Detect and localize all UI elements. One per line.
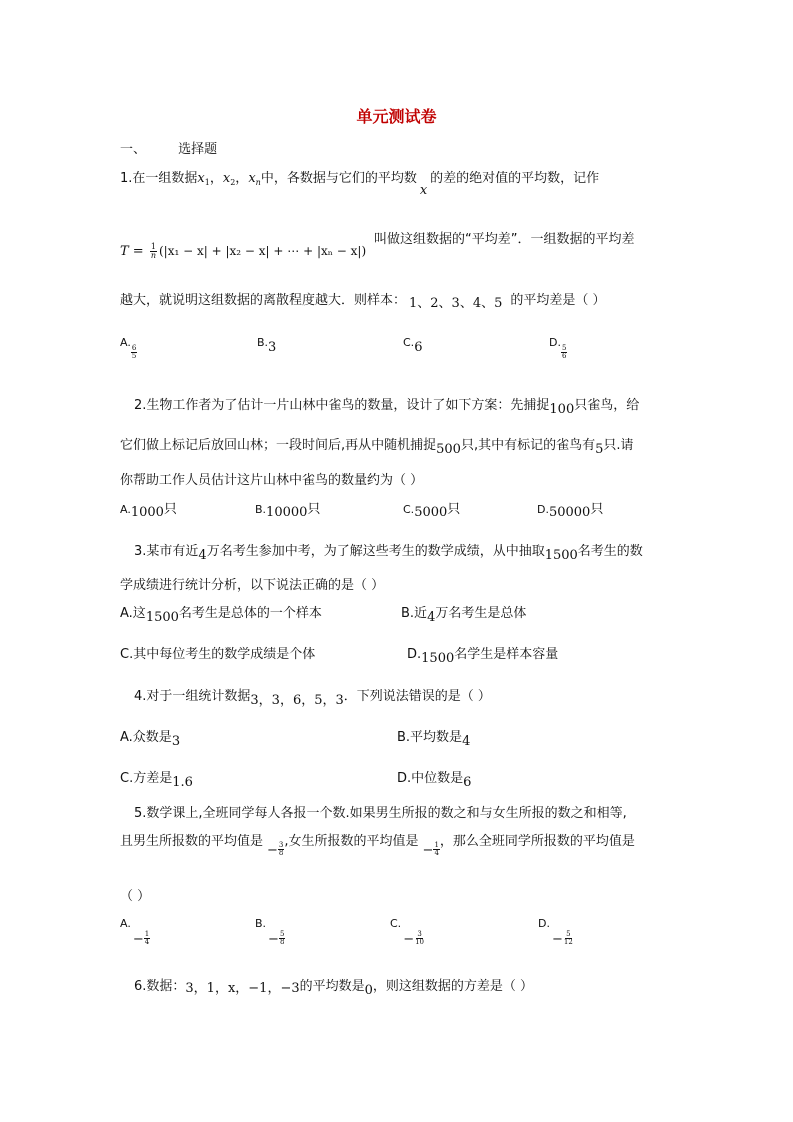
q1-text-b: 中，各数据与它们的平均数 bbox=[260, 171, 417, 186]
section-index: 一、 bbox=[120, 142, 147, 157]
q3-option-a[interactable]: A.这1500名考生是总体的一个样本 bbox=[120, 606, 322, 625]
question-1-line-3 bbox=[120, 294, 606, 310]
q2-option-c[interactable]: C.5000只 bbox=[403, 502, 461, 520]
q4-option-d[interactable]: D.中位数是6 bbox=[397, 771, 472, 790]
q1-option-a[interactable]: $^{A.}$ $\frac{6}{5}$ bbox=[120, 336, 137, 360]
q2-option-b[interactable]: B.10000只 bbox=[255, 502, 321, 520]
q2-option-d[interactable]: D.50000只 bbox=[537, 502, 604, 520]
q1-sample: 1、2、3、4、5 bbox=[409, 296, 503, 311]
question-4-line-1: 4.对于一组统计数据3，3，6，5，3．下列说法错误的是（ ） bbox=[134, 689, 491, 708]
var-xbar: x bbox=[419, 183, 428, 198]
q1-text-f: 的平均差是（ ） bbox=[510, 293, 606, 308]
q5-option-c[interactable]: $^{C.}$− $\frac{3}{10}$ bbox=[390, 917, 425, 947]
q4-option-a[interactable]: A.众数是3 bbox=[120, 730, 181, 749]
q1-option-c[interactable]: $^{C.}$6 bbox=[403, 336, 423, 355]
q5-option-d[interactable]: $^{D.}$− $\frac{5}{12}$ bbox=[538, 917, 573, 947]
question-2-line-3: 你帮助工作人员估计这片山林中雀鸟的数量约为（ ） bbox=[120, 473, 424, 488]
q3-option-c[interactable]: C.其中每位考生的数学成绩是个体 bbox=[120, 647, 316, 662]
q3-option-d[interactable]: D.1500名学生是样本容量 bbox=[407, 647, 559, 666]
q5-option-a[interactable]: $^{A.}$− $\frac{1}{4}$ bbox=[120, 917, 150, 947]
question-2-line-2: 它们做上标记后放回山林；一段时间后,再从中随机捕捉500只,其中有标记的雀鸟有5只.请 bbox=[120, 438, 634, 457]
q3-option-b[interactable]: B.近4万名考生是总体 bbox=[401, 606, 527, 625]
q4-option-c[interactable]: C.方差是1.6 bbox=[120, 771, 193, 790]
var-x1: x bbox=[197, 171, 205, 186]
question-6-line-1: 6.数据：3，1，x，−1，−3的平均数是0，则这组数据的方差是（ ） bbox=[134, 979, 534, 998]
section-heading bbox=[120, 143, 217, 156]
var-xn: x bbox=[248, 171, 256, 186]
q1-option-b[interactable]: $^{B.}$3 bbox=[257, 336, 277, 355]
formula-T bbox=[120, 243, 366, 260]
section-label: 选择题 bbox=[178, 142, 218, 157]
q1-text-e: 越大，就说明这组数据的离散程度越大．则样本： bbox=[120, 293, 407, 308]
formula-fraction: $\frac{1}{n}$ bbox=[150, 242, 156, 260]
q4-option-b[interactable]: B.平均数是4 bbox=[397, 730, 471, 749]
q5-option-b[interactable]: $^{B.}$− $\frac{5}{8}$ bbox=[255, 917, 285, 947]
question-5-line-3: （ ） bbox=[120, 889, 151, 904]
question-1-line-1: 1.在一组数据$x_1$，$x_2$，$x_n$中，各数据与它们的平均数x的差的绝对值的平均数，记作 bbox=[120, 171, 600, 198]
question-2-line-1: 2.生物工作者为了估计一片山林中雀鸟的数量，设计了如下方案：先捕捉100只雀鸟，给 bbox=[134, 398, 640, 417]
q2-option-a[interactable]: A.1000只 bbox=[120, 502, 177, 520]
q1-text-a: 1.在一组数据 bbox=[120, 171, 198, 186]
question-3-line-1: 3.某市有近4万名考生参加中考，为了解这些考生的数学成绩，从中抽取1500名考生的数 bbox=[134, 544, 643, 563]
question-1-line-2: 叫做这组数据的“平均差”．一组数据的平均差 bbox=[374, 232, 635, 247]
question-3-line-2: 学成绩进行统计分析，以下说法正确的是（ ） bbox=[120, 578, 385, 593]
question-5-line-2: 且男生所报数的平均值是− $\frac{3}{8}$ ,女生所报数的平均值是− $\frac{1}{4}$ ，那么全班同学所报数的平均值是 bbox=[120, 834, 635, 858]
q1-option-d[interactable]: $^{D.}$ $\frac{5}{6}$ bbox=[549, 336, 567, 360]
q1-text-c: 的差的绝对值的平均数，记作 bbox=[430, 171, 600, 186]
formula-body: (|x₁ − x| + |x₂ − x| + ⋯ + |xₙ − x|) bbox=[159, 244, 367, 258]
var-x2: x bbox=[222, 171, 231, 186]
page-title: 单元测试卷 bbox=[356, 107, 437, 126]
formula-T-lhs: T = bbox=[120, 244, 144, 259]
question-5-line-1: 5.数学课上,全班同学每人各报一个数.如果男生所报的数之和与女生所报的数之和相等, bbox=[134, 806, 627, 821]
